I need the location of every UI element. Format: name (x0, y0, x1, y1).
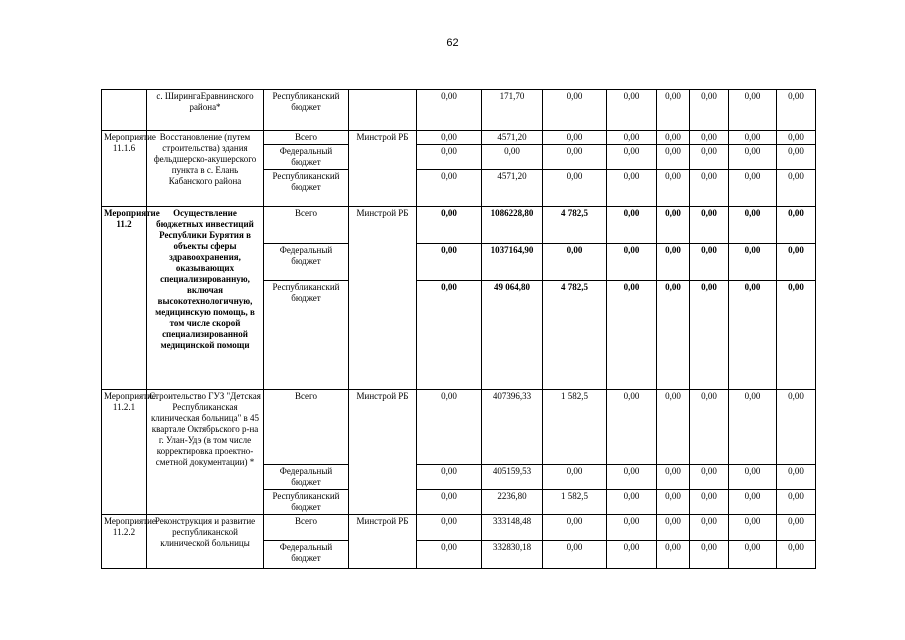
amount-cell: 0,00 (777, 490, 816, 515)
amount-cell: 0,00 (690, 465, 729, 490)
table-row (102, 515, 816, 541)
amount-cell: 332830,18 (482, 541, 543, 569)
amount-cell: 0,00 (607, 541, 657, 569)
amount-cell: 1086228,80 (482, 207, 543, 244)
amount-cell: 0,00 (777, 390, 816, 465)
measure-name-cell: Реконструкция и развитие республиканской клинической больницы (147, 515, 264, 569)
amount-cell: 0,00 (690, 244, 729, 281)
amount-cell: 0,00 (607, 145, 657, 170)
measure-code-cell: Мероприятие 11.1.6 (102, 131, 147, 207)
amount-cell: 0,00 (657, 490, 690, 515)
amount-cell: 1 582,5 (543, 490, 607, 515)
amount-cell: 0,00 (690, 131, 729, 145)
amount-cell: 2236,80 (482, 490, 543, 515)
table-row (102, 90, 816, 131)
amount-cell: 0,00 (657, 145, 690, 170)
amount-cell: 407396,33 (482, 390, 543, 465)
amount-cell: 0,00 (607, 244, 657, 281)
amount-cell: 0,00 (657, 244, 690, 281)
amount-cell: 0,00 (417, 541, 482, 569)
funding-source-cell: Федеральный бюджет (264, 145, 349, 170)
amount-cell: 0,00 (417, 281, 482, 390)
amount-cell: 0,00 (729, 244, 777, 281)
funding-source-cell: Федеральный бюджет (264, 541, 349, 569)
amount-cell: 333148,48 (482, 515, 543, 541)
executor-cell (349, 90, 417, 131)
amount-cell: 0,00 (690, 170, 729, 207)
executor-cell: Минстрой РБ (349, 207, 417, 390)
amount-cell: 0,00 (657, 541, 690, 569)
amount-cell: 0,00 (690, 281, 729, 390)
measure-code-cell: Мероприятие 11.2.2 (102, 515, 147, 569)
measure-name-cell: Осуществление бюджетных инвестиций Республики Бурятия в объекты сферы здравоохранения, оказывающих специализированную, включая высокотехнологичную, медицинскую помощь, в том числе скорой специализированной медицинской помощи (147, 207, 264, 390)
funding-source-cell: Всего (264, 207, 349, 244)
funding-source-cell: Федеральный бюджет (264, 244, 349, 281)
measure-code-cell (102, 90, 147, 131)
measure-name-cell: Восстановление (путем строительства) здания фельдшерско-акушерского пункта в с. Елань Кабанского района (147, 131, 264, 207)
amount-cell: 0,00 (543, 541, 607, 569)
amount-cell: 0,00 (729, 390, 777, 465)
amount-cell: 0,00 (607, 515, 657, 541)
amount-cell: 0,00 (777, 465, 816, 490)
amount-cell: 0,00 (543, 90, 607, 131)
amount-cell: 0,00 (777, 207, 816, 244)
amount-cell: 0,00 (607, 170, 657, 207)
measure-name-cell: с. ШирингаЕравнинского района* (147, 90, 264, 131)
funding-source-cell: Республиканский бюджет (264, 281, 349, 390)
amount-cell: 0,00 (417, 90, 482, 131)
amount-cell: 0,00 (543, 244, 607, 281)
amount-cell: 4 782,5 (543, 281, 607, 390)
funding-source-cell: Всего (264, 131, 349, 145)
amount-cell: 0,00 (729, 145, 777, 170)
measure-code-cell: Мероприятие 11.2 (102, 207, 147, 390)
amount-cell: 0,00 (657, 131, 690, 145)
amount-cell: 0,00 (543, 145, 607, 170)
amount-cell: 0,00 (607, 490, 657, 515)
amount-cell: 1 582,5 (543, 390, 607, 465)
funding-source-cell: Республиканский бюджет (264, 170, 349, 207)
amount-cell: 0,00 (777, 515, 816, 541)
amount-cell: 0,00 (607, 207, 657, 244)
funding-source-cell: Всего (264, 390, 349, 465)
amount-cell: 0,00 (657, 281, 690, 390)
amount-cell: 0,00 (729, 207, 777, 244)
amount-cell: 0,00 (729, 465, 777, 490)
amount-cell: 49 064,80 (482, 281, 543, 390)
amount-cell: 171,70 (482, 90, 543, 131)
amount-cell: 0,00 (543, 131, 607, 145)
executor-cell: Минстрой РБ (349, 390, 417, 515)
budget-table-body (102, 90, 816, 569)
amount-cell: 4571,20 (482, 131, 543, 145)
amount-cell: 0,00 (657, 390, 690, 465)
amount-cell: 0,00 (607, 465, 657, 490)
amount-cell: 0,00 (657, 90, 690, 131)
table-row (102, 390, 816, 465)
amount-cell: 0,00 (417, 207, 482, 244)
amount-cell: 0,00 (657, 515, 690, 541)
funding-source-cell: Всего (264, 515, 349, 541)
amount-cell: 0,00 (417, 465, 482, 490)
budget-table (101, 89, 816, 569)
amount-cell: 0,00 (777, 244, 816, 281)
amount-cell: 0,00 (417, 131, 482, 145)
amount-cell: 0,00 (543, 515, 607, 541)
amount-cell: 0,00 (729, 541, 777, 569)
amount-cell: 405159,53 (482, 465, 543, 490)
amount-cell: 0,00 (690, 207, 729, 244)
amount-cell: 0,00 (690, 90, 729, 131)
amount-cell: 0,00 (417, 244, 482, 281)
amount-cell: 0,00 (777, 541, 816, 569)
measure-name-cell: Строительство ГУЗ "Детская Республиканская клиническая больница" в 45 квартале Октябрьского р-на г. Улан-Удэ (в том числе корректировка проектно-сметной документации) * (147, 390, 264, 515)
funding-source-cell: Федеральный бюджет (264, 465, 349, 490)
amount-cell: 0,00 (729, 281, 777, 390)
amount-cell: 0,00 (729, 170, 777, 207)
amount-cell: 0,00 (607, 281, 657, 390)
amount-cell: 0,00 (777, 170, 816, 207)
amount-cell: 0,00 (607, 390, 657, 465)
amount-cell: 0,00 (729, 90, 777, 131)
amount-cell: 0,00 (690, 490, 729, 515)
amount-cell: 0,00 (657, 207, 690, 244)
table-row (102, 207, 816, 244)
amount-cell: 0,00 (777, 131, 816, 145)
amount-cell: 0,00 (657, 170, 690, 207)
amount-cell: 0,00 (417, 515, 482, 541)
executor-cell: Минстрой РБ (349, 131, 417, 207)
measure-code-cell: Мероприятие 11.2.1 (102, 390, 147, 515)
amount-cell: 4571,20 (482, 170, 543, 207)
amount-cell: 0,00 (777, 145, 816, 170)
amount-cell: 0,00 (543, 465, 607, 490)
amount-cell: 0,00 (482, 145, 543, 170)
funding-source-cell: Республиканский бюджет (264, 90, 349, 131)
amount-cell: 0,00 (729, 515, 777, 541)
page-number: 62 (446, 37, 459, 49)
amount-cell: 0,00 (777, 90, 816, 131)
amount-cell: 0,00 (417, 390, 482, 465)
amount-cell: 0,00 (729, 490, 777, 515)
amount-cell: 0,00 (690, 145, 729, 170)
amount-cell: 0,00 (607, 90, 657, 131)
amount-cell: 0,00 (690, 515, 729, 541)
amount-cell: 0,00 (729, 131, 777, 145)
amount-cell: 4 782,5 (543, 207, 607, 244)
amount-cell: 0,00 (543, 170, 607, 207)
executor-cell: Минстрой РБ (349, 515, 417, 569)
amount-cell: 0,00 (417, 145, 482, 170)
amount-cell: 0,00 (657, 465, 690, 490)
amount-cell: 0,00 (607, 131, 657, 145)
amount-cell: 1037164,90 (482, 244, 543, 281)
amount-cell: 0,00 (777, 281, 816, 390)
funding-source-cell: Республиканский бюджет (264, 490, 349, 515)
amount-cell: 0,00 (417, 170, 482, 207)
amount-cell: 0,00 (690, 541, 729, 569)
amount-cell: 0,00 (690, 390, 729, 465)
table-row (102, 131, 816, 145)
amount-cell: 0,00 (417, 490, 482, 515)
